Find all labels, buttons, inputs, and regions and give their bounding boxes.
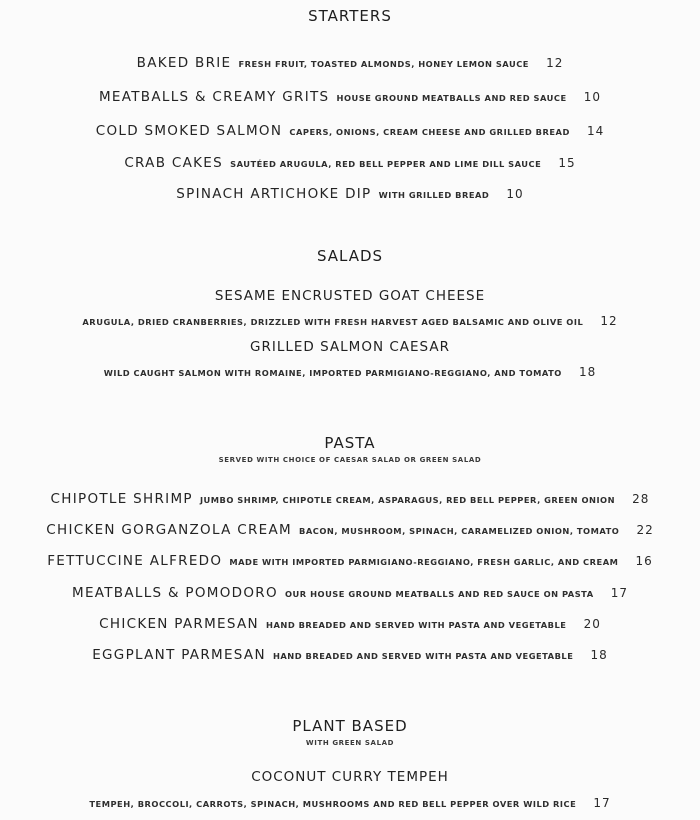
item-desc: JUMBO SHRIMP, CHIPOTLE CREAM, ASPARAGUS, RED BELL PEPPER, GREEN ONION xyxy=(199,495,616,505)
item-desc: MADE WITH IMPORTED PARMIGIANO-REGGIANO, FRESH GARLIC, AND CREAM xyxy=(229,557,619,567)
item-desc: BACON, MUSHROOM, SPINACH, CARAMELIZED ONION, TOMATO xyxy=(299,526,620,536)
item-price: 17 xyxy=(610,586,628,600)
menu-item xyxy=(0,183,700,202)
item-name: CHICKEN GORGANZOLA CREAM xyxy=(46,522,292,538)
menu-item xyxy=(0,519,700,538)
item-price: 12 xyxy=(600,314,618,328)
menu-item xyxy=(0,582,700,601)
item-name: BAKED BRIE xyxy=(136,55,232,71)
item-desc: SAUTÉED ARUGULA, RED BELL PEPPER AND LIME DILL SAUCE xyxy=(230,159,542,169)
item-name: MEATBALLS & CREAMY GRITS xyxy=(98,89,330,105)
menu-item xyxy=(0,52,700,71)
item-desc: FRESH FRUIT, TOASTED ALMONDS, HONEY LEMON SAUCE xyxy=(238,59,529,69)
item-price: 18 xyxy=(590,648,608,662)
section-note: WITH GREEN SALAD xyxy=(305,739,395,747)
menu-item xyxy=(0,86,700,105)
menu-item-detail xyxy=(0,361,700,380)
menu-item xyxy=(0,613,700,632)
item-price: 12 xyxy=(546,56,564,70)
item-price: 20 xyxy=(583,617,601,631)
menu-item xyxy=(0,120,700,139)
menu-item xyxy=(0,488,700,507)
item-name: CHICKEN PARMESAN xyxy=(99,616,259,632)
menu-item xyxy=(0,550,700,569)
section-title-starters: STARTERS xyxy=(308,7,392,25)
item-name: FETTUCCINE ALFREDO xyxy=(47,553,223,569)
section-title-salads: SALADS xyxy=(316,247,384,265)
item-name: CHIPOTLE SHRIMP xyxy=(50,491,193,507)
item-desc: WITH GRILLED BREAD xyxy=(378,190,490,200)
item-price: 10 xyxy=(506,187,524,201)
item-name: SPINACH ARTICHOKE DIP xyxy=(176,186,372,202)
item-price: 16 xyxy=(635,554,653,568)
section-note: SERVED WITH CHOICE OF CAESAR SALAD OR GREEN SALAD xyxy=(218,456,482,464)
item-desc: HOUSE GROUND MEATBALLS AND RED SAUCE xyxy=(336,93,567,103)
item-name: COLD SMOKED SALMON xyxy=(95,123,283,139)
item-price: 28 xyxy=(632,492,650,506)
menu-item xyxy=(0,152,700,171)
item-price: 17 xyxy=(593,796,611,810)
menu-item xyxy=(0,644,700,663)
item-name: GRILLED SALMON CAESAR xyxy=(250,339,450,355)
item-name: COCONUT CURRY TEMPEH xyxy=(251,769,449,785)
item-price: 15 xyxy=(558,156,576,170)
item-desc: CAPERS, ONIONS, CREAM CHEESE AND GRILLED BREAD xyxy=(289,127,570,137)
item-name: MEATBALLS & POMODORO xyxy=(72,585,278,601)
item-name: SESAME ENCRUSTED GOAT CHEESE xyxy=(214,288,486,304)
item-desc: HAND BREADED AND SERVED WITH PASTA AND VEGETABLE xyxy=(272,651,574,661)
menu-item-detail xyxy=(0,792,700,811)
item-desc: OUR HOUSE GROUND MEATBALLS AND RED SAUCE ON PASTA xyxy=(285,589,594,599)
item-desc: WILD CAUGHT SALMON WITH ROMAINE, IMPORTED PARMIGIANO-REGGIANO, AND TOMATO xyxy=(103,368,562,378)
item-price: 22 xyxy=(636,523,654,537)
section-title-plant-based: PLANT BASED xyxy=(292,717,408,735)
item-desc: TEMPEH, BROCCOLI, CARROTS, SPINACH, MUSHROOMS AND RED BELL PEPPER OVER WILD RICE xyxy=(89,799,577,809)
item-name: CRAB CAKES xyxy=(124,155,223,171)
item-price: 18 xyxy=(578,365,597,379)
menu-item-detail xyxy=(0,310,700,329)
item-desc: HAND BREADED AND SERVED WITH PASTA AND VEGETABLE xyxy=(266,620,567,630)
item-desc: ARUGULA, DRIED CRANBERRIES, DRIZZLED WITH FRESH HARVEST AGED BALSAMIC AND OLIVE OIL xyxy=(82,317,584,327)
item-price: 10 xyxy=(583,90,602,104)
section-title-pasta: PASTA xyxy=(324,434,376,452)
item-price: 14 xyxy=(586,124,605,138)
item-name: EGGPLANT PARMESAN xyxy=(92,647,266,663)
